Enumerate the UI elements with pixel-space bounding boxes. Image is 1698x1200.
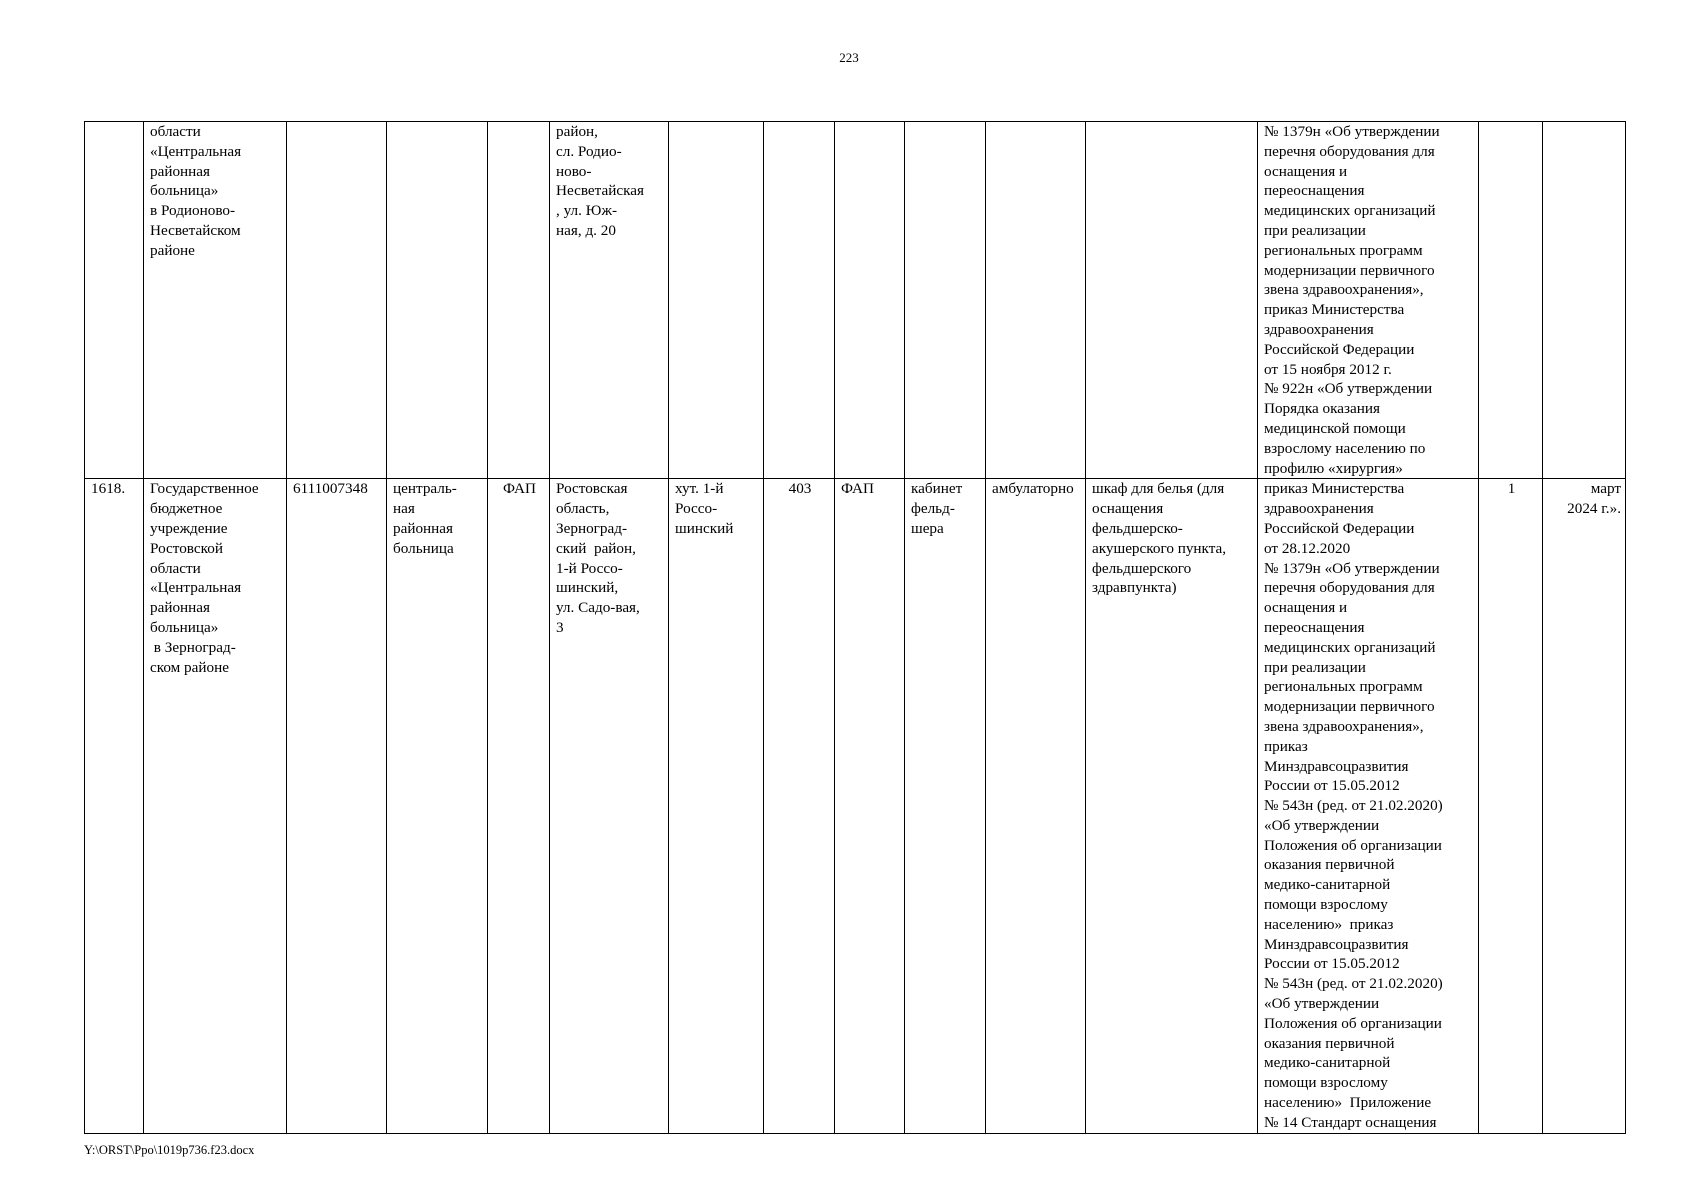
row-number-cell: 1618.	[85, 479, 144, 1133]
table-row	[85, 479, 1626, 1133]
conditions-cell	[986, 122, 1086, 479]
equipment-cell	[1086, 122, 1258, 479]
table-row	[85, 122, 1626, 479]
term-cell: март 2024 г.».	[1543, 479, 1626, 1133]
page-number: 223	[839, 50, 859, 65]
unit-kind-cell: ФАП	[488, 479, 550, 1133]
equipment-cell: шкаф для белья (для оснащения фельдшерско- акушерского пункта, фельдшерского здравпункта)	[1086, 479, 1258, 1133]
legal-basis-cell: № 1379н «Об утверждении перечня оборудования для оснащения и переоснащения медицинских организаций при реализации региональных программ модернизации первичного звена здравоохранения», приказ Министерства здравоохранения Российской Федерации от 15 ноября 2012 г. № 922н «Об утверждении Порядка оказания медицинской помощи взрослому населению по профилю «хирургия»	[1258, 122, 1479, 479]
settlement-cell	[669, 122, 764, 479]
population-cell	[764, 122, 835, 479]
legal-basis-cell: приказ Министерства здравоохранения Российской Федерации от 28.12.2020 № 1379н «Об утверждении перечня оборудования для оснащения и переоснащения медицинских организаций при реализации региональных программ модернизации первичного звена здравоохранения», приказ Минздравсоцразвития России от 15.05.2012 № 543н (ред. от 21.02.2020) «Об утверждении Положения об организации оказания первичной медико-санитарной помощи взрослому населению» приказ Минздравсоцразвития России от 15.05.2012 № 543н (ред. от 21.02.2020) «Об утверждении Положения об организации оказания первичной медико-санитарной помощи взрослому населению» Приложение № 14 Стандарт оснащения	[1258, 479, 1479, 1133]
room-cell: кабинет фельд- шера	[905, 479, 986, 1133]
unit-kind-cell	[488, 122, 550, 479]
subdivision-cell	[835, 122, 905, 479]
quantity-cell: 1	[1479, 479, 1543, 1133]
term-cell	[1543, 122, 1626, 479]
organization-type-cell: централь- ная районная больница	[387, 479, 488, 1133]
organization-cell: области «Центральная районная больница» в Родионово- Несветайском районе	[144, 122, 287, 479]
address-cell: Ростовская область, Зерноград- ский район, 1-й Россо- шинский, ул. Садо-вая, 3	[550, 479, 669, 1133]
inn-cell	[287, 122, 387, 479]
conditions-cell: амбулаторно	[986, 479, 1086, 1133]
quantity-cell	[1479, 122, 1543, 479]
population-cell: 403	[764, 479, 835, 1133]
equipment-table	[84, 121, 1626, 1134]
inn-cell: 6111007348	[287, 479, 387, 1133]
address-cell: район, сл. Родио- ново- Несветайская , ул. Юж- ная, д. 20	[550, 122, 669, 479]
room-cell	[905, 122, 986, 479]
organization-type-cell	[387, 122, 488, 479]
file-path-footer: Y:\ORST\Ppo\1019p736.f23.docx	[84, 1143, 255, 1157]
organization-cell: Государственное бюджетное учреждение Ростовской области «Центральная районная больница» в Зерноград- ском районе	[144, 479, 287, 1133]
subdivision-cell: ФАП	[835, 479, 905, 1133]
settlement-cell: хут. 1-й Россо- шинский	[669, 479, 764, 1133]
row-number-cell	[85, 122, 144, 479]
